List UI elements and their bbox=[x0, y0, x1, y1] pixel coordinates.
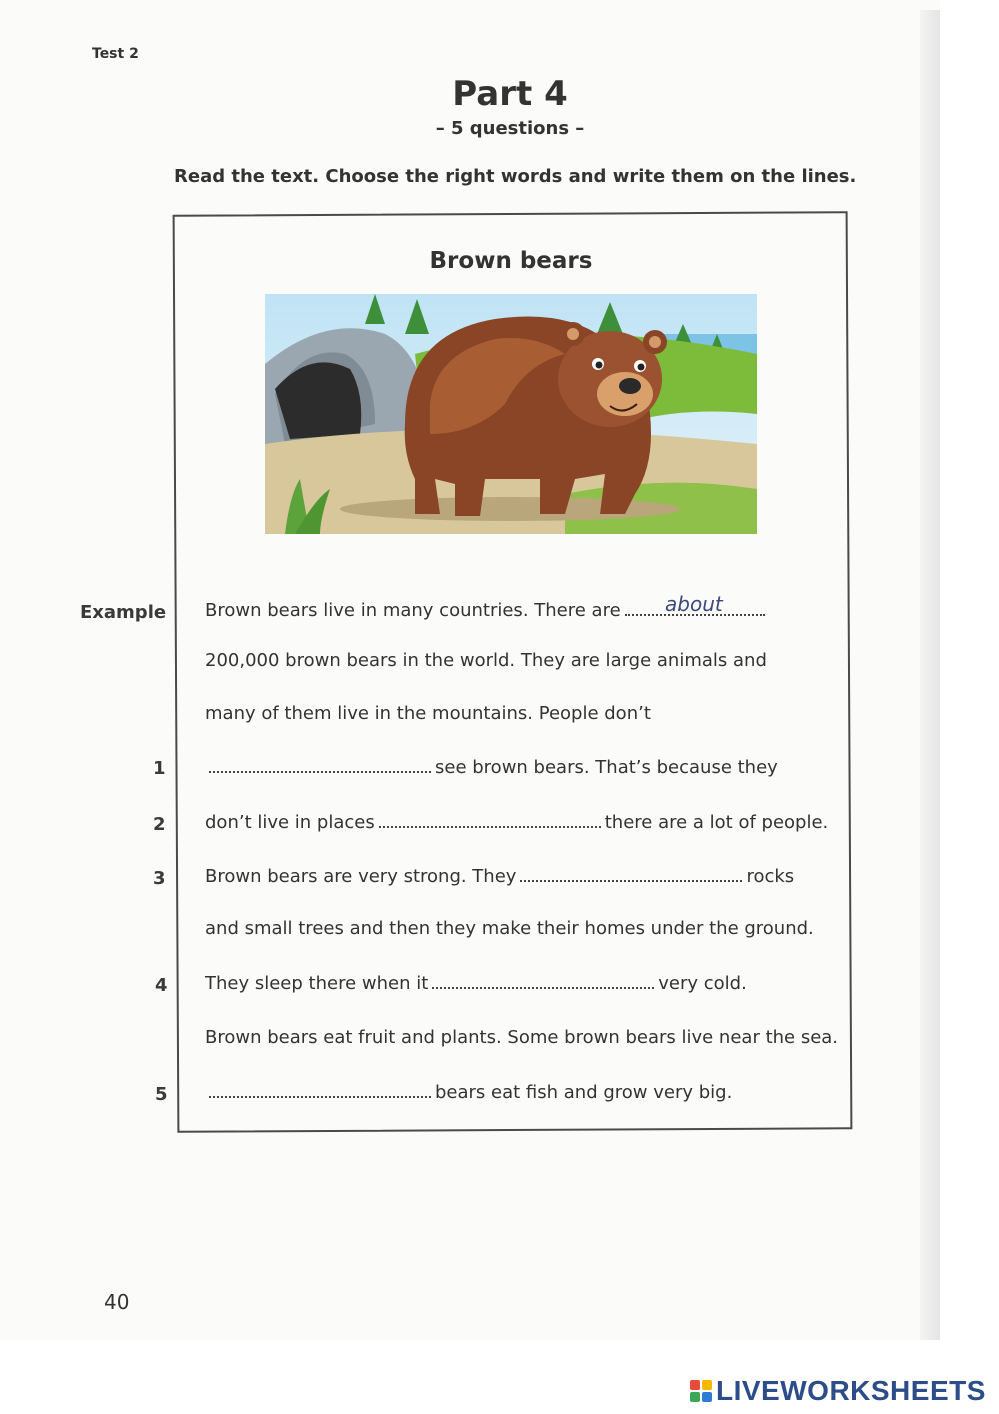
line-text-before: don’t live in places bbox=[205, 812, 375, 833]
part-subtitle: – 5 questions – bbox=[435, 118, 585, 139]
line-text-before: Brown bears are very strong. They bbox=[205, 866, 517, 887]
question-2-line bbox=[205, 812, 828, 833]
text-line-7 bbox=[205, 918, 814, 939]
answer-blank-5[interactable] bbox=[209, 1082, 431, 1098]
line-text-after: very cold. bbox=[658, 973, 747, 994]
example-label: Example bbox=[80, 602, 167, 623]
example-answer-line bbox=[625, 600, 765, 616]
brown-bear-illustration bbox=[265, 294, 757, 534]
question-1-line bbox=[205, 757, 778, 778]
line-text-before: Brown bears live in many countries. There are bbox=[205, 600, 621, 621]
question-number-3: 3 bbox=[153, 868, 166, 889]
question-number-5: 5 bbox=[155, 1084, 168, 1105]
brand-name: LIVEWORKSHEETS bbox=[716, 1375, 986, 1406]
reading-title: Brown bears bbox=[429, 248, 593, 274]
liveworksheets-icon bbox=[690, 1380, 712, 1402]
question-5-line bbox=[205, 1082, 732, 1103]
answer-blank-2[interactable] bbox=[379, 812, 601, 828]
line-text: many of them live in the mountains. People don’t bbox=[205, 703, 651, 724]
answer-blank-1[interactable] bbox=[209, 757, 431, 773]
line-text: Brown bears eat fruit and plants. Some brown bears live near the sea. bbox=[205, 1027, 839, 1048]
liveworksheets-logo bbox=[690, 1375, 986, 1407]
test-label: Test 2 bbox=[92, 46, 139, 62]
question-number-1: 1 bbox=[153, 758, 166, 779]
question-4-line bbox=[205, 973, 747, 994]
example-answer: about bbox=[665, 592, 723, 616]
page-number: 40 bbox=[104, 1290, 130, 1314]
text-line-1 bbox=[205, 600, 769, 621]
part-title: Part 4 bbox=[452, 74, 568, 114]
line-text-after: bears eat fish and grow very big. bbox=[435, 1082, 733, 1103]
line-text-before: They sleep there when it bbox=[205, 973, 429, 994]
line-text: and small trees and then they make their homes under the ground. bbox=[205, 918, 814, 939]
instruction-text: Read the text. Choose the right words and write them on the lines. bbox=[174, 166, 857, 187]
question-number-2: 2 bbox=[153, 814, 166, 835]
question-number-4: 4 bbox=[155, 975, 168, 996]
question-3-line bbox=[205, 866, 794, 887]
answer-blank-3[interactable] bbox=[520, 866, 742, 882]
line-text: 200,000 brown bears in the world. They are large animals and bbox=[205, 650, 767, 671]
text-line-3 bbox=[205, 703, 651, 724]
line-text-after: see brown bears. That’s because they bbox=[435, 757, 778, 778]
text-line-2 bbox=[205, 650, 767, 671]
line-text-after: there are a lot of people. bbox=[604, 812, 829, 833]
line-text-after: rocks bbox=[746, 866, 795, 887]
text-line-9 bbox=[205, 1027, 838, 1048]
page-edge-shadow bbox=[920, 10, 940, 1340]
answer-blank-4[interactable] bbox=[432, 973, 654, 989]
